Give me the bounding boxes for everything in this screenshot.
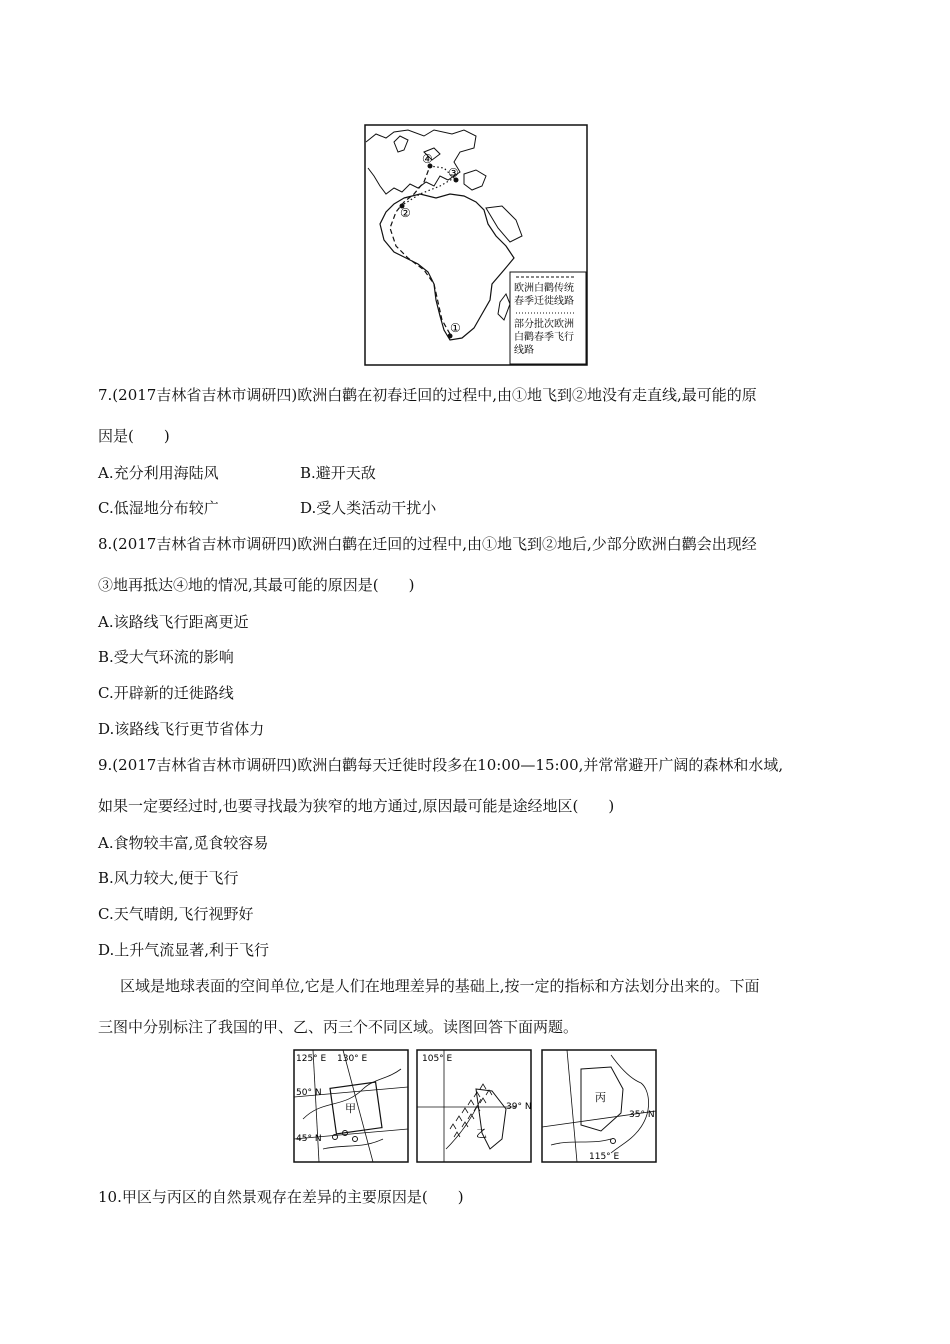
map-label-1: ① <box>450 321 461 335</box>
q8-option-c[interactable]: C.开辟新的迁徙路线 <box>98 684 234 702</box>
q7-option-b[interactable]: B.避开天敌 <box>300 464 376 482</box>
region-map-yi <box>416 1049 532 1163</box>
bing-lon: 115° E <box>589 1152 620 1162</box>
intro-line1: 区域是地球表面的空间单位,它是人们在地理差异的基础上,按一定的指标和方法划分出来的。下面 <box>120 977 760 995</box>
q10-stem-line1: 10.甲区与丙区的自然景观存在差异的主要原因是( ) <box>98 1188 464 1206</box>
q7-option-d[interactable]: D.受人类活动干扰小 <box>300 499 437 517</box>
q7-option-c[interactable]: C.低湿地分布较广 <box>98 499 219 517</box>
q8-option-a[interactable]: A.该路线飞行距离更近 <box>98 613 249 631</box>
map-label-2: ② <box>400 206 411 220</box>
jia-name: 甲 <box>345 1102 356 1115</box>
q9-option-b[interactable]: B.风力较大,便于飞行 <box>98 869 239 887</box>
legend-traditional-1: 欧洲白鹳传统 <box>514 283 574 294</box>
map-label-4: ④ <box>422 152 433 166</box>
map-label-3: ③ <box>448 166 459 180</box>
legend-partial-3: 线路 <box>514 345 534 356</box>
q9-option-a[interactable]: A.食物较丰富,觅食较容易 <box>98 834 269 852</box>
q7-option-a[interactable]: A.充分利用海陆风 <box>98 464 219 482</box>
q9-stem-line2: 如果一定要经过时,也要寻找最为狭窄的地方通过,原因最可能是途经地区( ) <box>98 797 615 815</box>
legend-partial-1: 部分批次欧洲 <box>514 319 574 330</box>
stork-migration-map <box>364 124 588 366</box>
q7-stem-line1: 7.(2017吉林省吉林市调研四)欧洲白鹳在初春迁回的过程中,由①地飞到②地没有走直线,最可能的原 <box>98 386 757 404</box>
jia-lon2: 130° E <box>337 1054 368 1064</box>
q9-stem-line1: 9.(2017吉林省吉林市调研四)欧洲白鹳每天迁徙时段多在10:00—15:00,并常常避开广阔的森林和水域, <box>98 756 784 774</box>
jia-lat2: 45° N <box>296 1134 322 1144</box>
jia-lon1: 125° E <box>296 1054 327 1064</box>
yi-lat: 39° N <box>506 1102 532 1112</box>
q8-option-b[interactable]: B.受大气环流的影响 <box>98 648 234 666</box>
region-map-jia <box>293 1049 409 1163</box>
jia-lat1: 50° N <box>296 1088 322 1098</box>
bing-name: 丙 <box>595 1091 606 1104</box>
legend-traditional-2: 春季迁徙线路 <box>514 296 574 307</box>
q8-option-d[interactable]: D.该路线飞行更节省体力 <box>98 720 265 738</box>
bing-lat: 35° N <box>629 1110 655 1120</box>
q8-stem-line2: ③地再抵达④地的情况,其最可能的原因是( ) <box>98 576 415 594</box>
q7-stem-line2: 因是( ) <box>98 427 170 445</box>
yi-lon: 105° E <box>422 1054 453 1064</box>
legend-partial-2: 白鹳春季飞行 <box>514 332 574 343</box>
q8-stem-line1: 8.(2017吉林省吉林市调研四)欧洲白鹳在迁回的过程中,由①地飞到②地后,少部分欧洲白鹳会出现经 <box>98 535 757 553</box>
yi-name: 乙 <box>476 1127 487 1140</box>
region-map-bing <box>541 1049 657 1163</box>
intro-line2: 三图中分别标注了我国的甲、乙、丙三个不同区域。读图回答下面两题。 <box>98 1018 579 1036</box>
q9-option-d[interactable]: D.上升气流显著,利于飞行 <box>98 941 270 959</box>
q9-option-c[interactable]: C.天气晴朗,飞行视野好 <box>98 905 254 923</box>
